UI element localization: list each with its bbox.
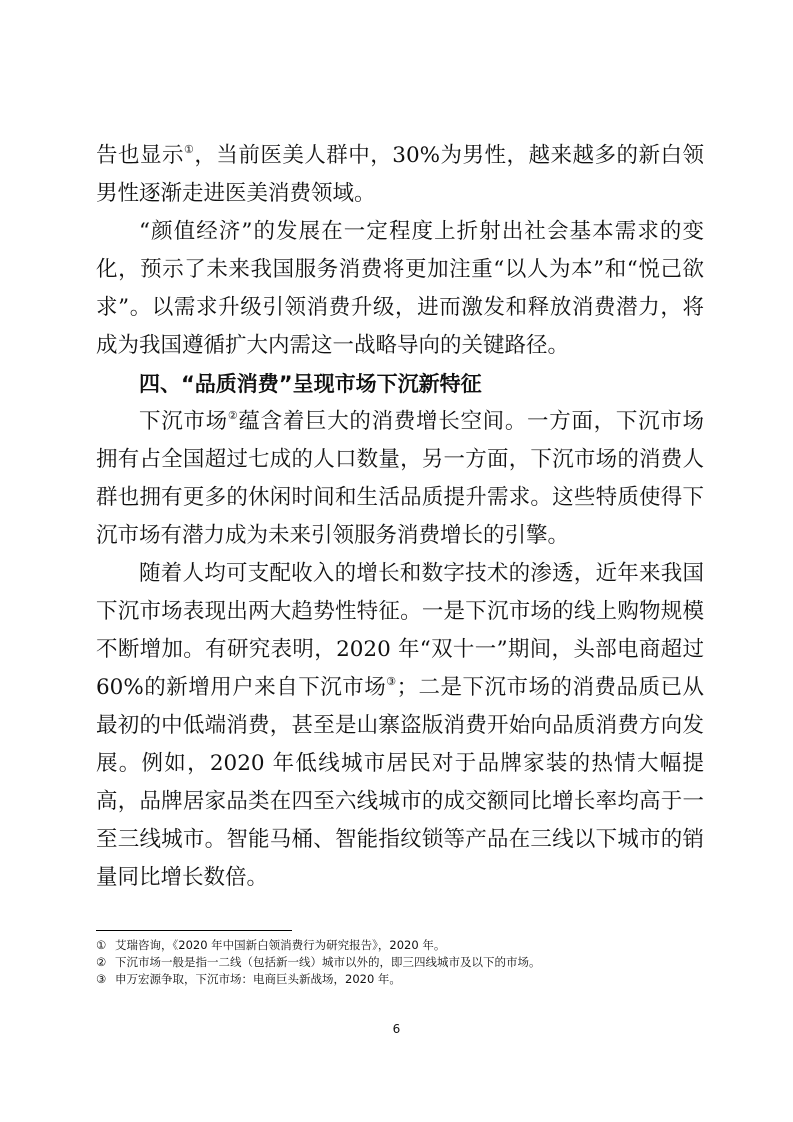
paragraph-4 [96,555,704,897]
footnote-1-text: 艾瑞咨询，《2020 年中国新白领消费行为研究报告》，2020 年。 [115,938,446,952]
footnote-ref-3[interactable]: ③ [386,675,397,688]
footnote-1 [96,937,706,954]
footnote-divider [96,930,292,931]
page-number: 6 [392,1022,401,1036]
paragraph-4-text-b: ；二是下沉市场的消费品质已从最初的中低端消费，甚至是山寨盗版消费开始向品质消费方向发展。例如，2020 年低线城市居民对于品牌家装的热情大幅提高，品牌居家品类在四至六线城市的成交额同比增长率均高于一至三线城市。智能马桶、智能指纹锁等产品在三线以下城市的销量同比增长数倍。 [96,675,704,890]
paragraph-4-text-a: 随着人均可支配收入的增长和数字技术的渗透，近年来我国下沉市场表现出两大趋势性特征。一是下沉市场的线上购物规模不断增加。有研究表明，2020 年“双十一”期间，头部电商超过60%的新增用户来自下沉市场 [96,561,704,700]
section-heading: 四、“品质消费”呈现市场下沉新特征 [139,372,482,396]
paragraph-1-text-a: 告也显示 [96,143,184,168]
paragraph-1-text-b: ，当前医美人群中，30%为男性，越来越多的新白领男性逐渐走进医美消费领域。 [96,143,704,206]
footnote-ref-1[interactable]: ① [183,143,195,156]
footnote-2-text: 下沉市场一般是指一二线（包括新一线）城市以外的，即三四线城市及以下的市场。 [115,955,541,969]
paragraph-3 [96,403,704,555]
paragraph-1 [96,137,704,213]
footnote-3 [96,971,706,988]
footnotes [96,937,706,988]
footnote-3-mark: ③ [96,972,107,986]
footnote-2 [96,954,706,971]
footnote-3-text: 申万宏源争取，下沉市场：电商巨头新战场，2020 年。 [115,972,401,986]
paragraph-2: “颜值经济”的发展在一定程度上折射出社会基本需求的变化，预示了未来我国服务消费将更加注重“以人为本”和“悦己欲求”。以需求升级引领消费升级，进而激发和释放消费潜力，将成为我国遵循扩大内需这一战略导向的关键路径。 [96,219,704,358]
footnote-ref-2[interactable]: ② [227,409,239,422]
paragraph-3-text-b: 蕴含着巨大的消费增长空间。一方面，下沉市场拥有占全国超过七成的人口数量，另一方面，下沉市场的消费人群也拥有更多的休闲时间和生活品质提升需求。这些特质使得下沉市场有潜力成为未来引领服务消费增长的引擎。 [96,409,704,548]
footnote-2-mark: ② [96,955,107,969]
footnote-1-mark: ① [96,938,107,952]
paragraph-3-text-a: 下沉市场 [139,409,228,434]
